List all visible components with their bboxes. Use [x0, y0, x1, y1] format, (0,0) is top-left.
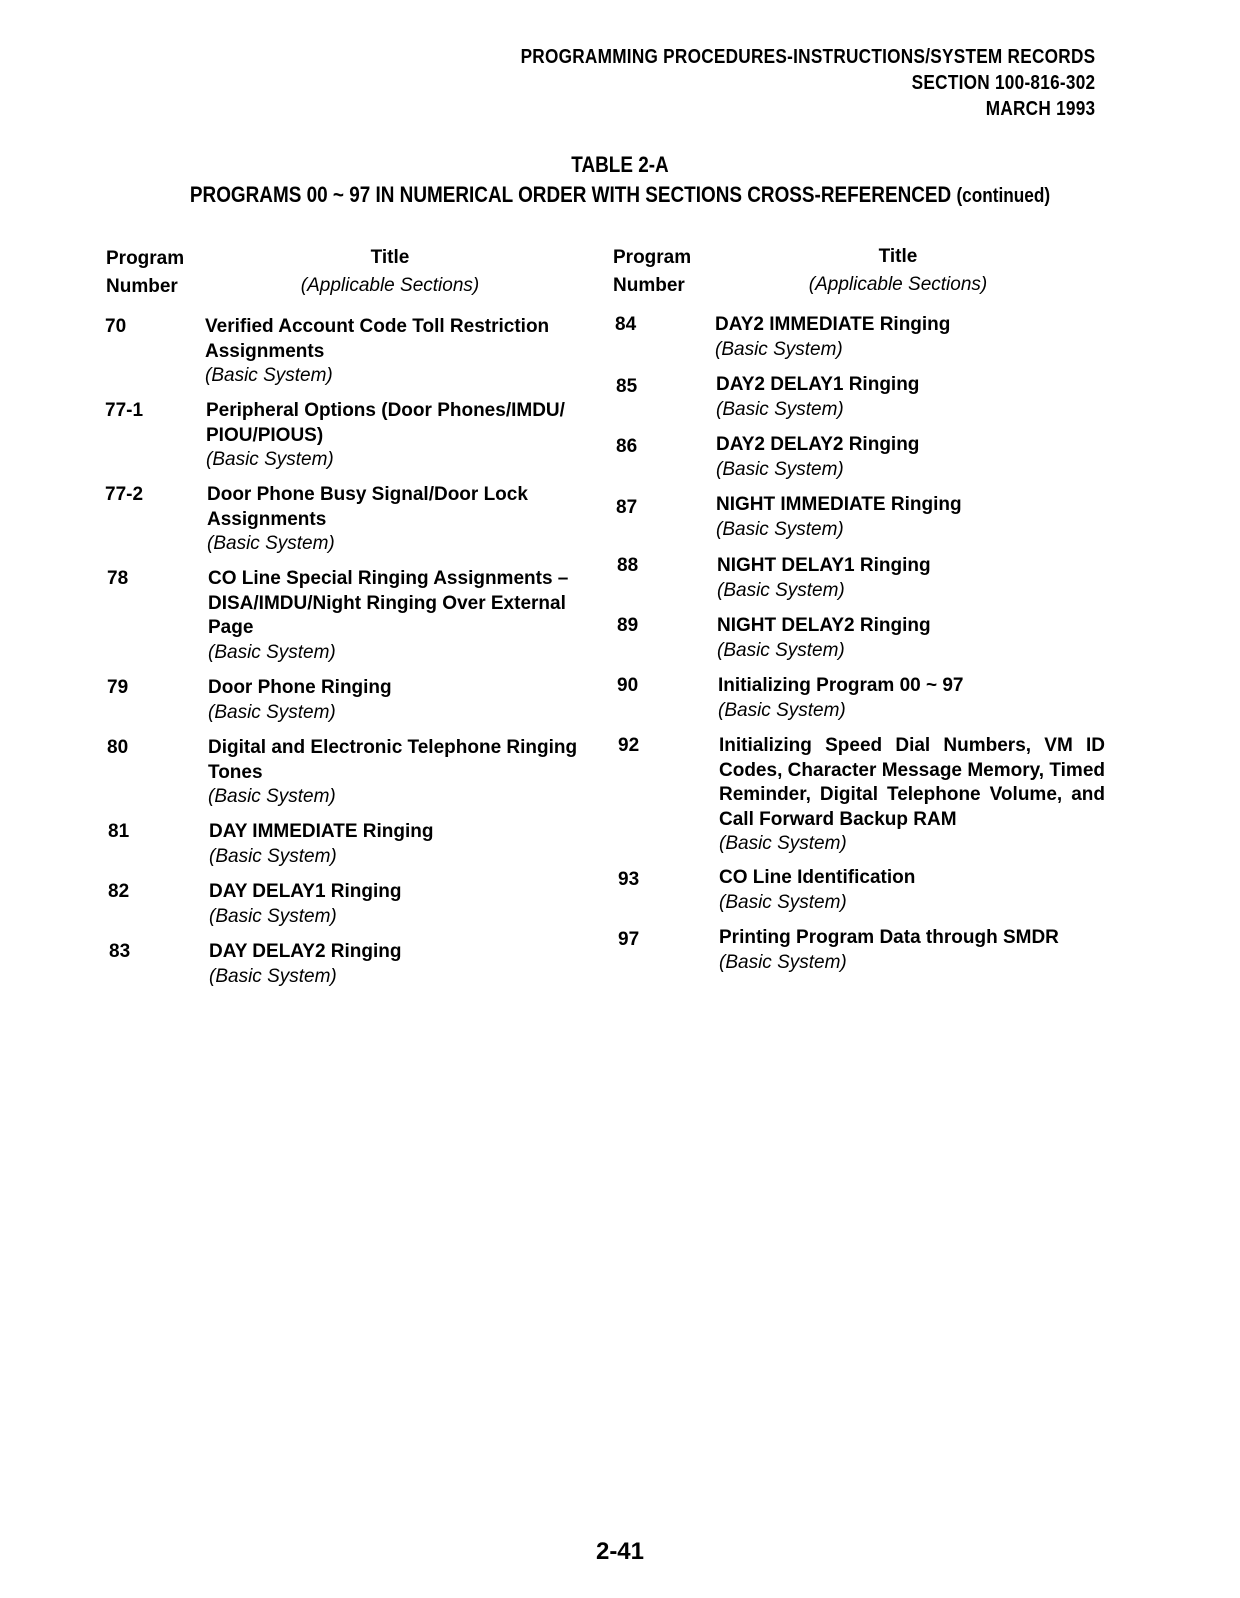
program-title: Initializing Speed Dial Numbers, VM ID Codes, Character Message Memory, Timed Reminder, Digital Telephone Volume, and Call Forward Backup RAM	[719, 735, 1105, 830]
right-program-number-heading: Program Number	[613, 247, 692, 296]
program-entry-87	[616, 493, 1116, 545]
program-title: NIGHT DELAY2 Ringing	[717, 615, 931, 636]
program-title: CO Line Special Ringing Assignments – DISA/IMDU/Night Ringing Over External Page	[208, 568, 569, 638]
program-section: (Basic System)	[719, 833, 847, 854]
left-title-heading: Title (Applicable Sections)	[300, 247, 480, 296]
program-number: 79	[107, 677, 129, 698]
program-number: 86	[616, 436, 638, 457]
program-title: NIGHT DELAY1 Ringing	[717, 555, 931, 576]
program-entry-92	[618, 734, 1118, 860]
program-number: 82	[108, 881, 130, 902]
program-number: 80	[107, 737, 129, 758]
program-section: (Basic System)	[205, 365, 333, 386]
program-entry-77-1	[105, 399, 605, 479]
program-title: Peripheral Options (Door Phones/IMDU/ PIOU/PIOUS)	[206, 400, 565, 446]
program-section: (Basic System)	[716, 398, 844, 420]
program-entry-89	[617, 614, 1117, 666]
program-number: 88	[617, 555, 639, 576]
program-entry-82	[108, 880, 608, 932]
program-section: (Basic System)	[209, 905, 337, 927]
program-section: (Basic System)	[206, 449, 334, 470]
program-title: Verified Account Code Toll Restriction Assignments	[205, 316, 550, 362]
program-section: (Basic System)	[719, 951, 847, 973]
program-section: (Basic System)	[208, 701, 336, 723]
program-entry-88	[617, 554, 1117, 606]
program-section: (Basic System)	[716, 518, 844, 540]
program-section: (Basic System)	[717, 579, 845, 601]
program-number: 84	[615, 314, 637, 335]
table-title-block	[87, 150, 1153, 211]
program-number: 83	[109, 941, 131, 962]
program-title: DAY IMMEDIATE Ringing	[209, 821, 434, 842]
program-number: 78	[107, 568, 129, 589]
program-entry-79	[107, 676, 607, 728]
program-title: DAY2 IMMEDIATE Ringing	[715, 314, 951, 335]
program-title: DAY2 DELAY2 Ringing	[716, 434, 920, 455]
table-subtitle-continued: (continued)	[956, 185, 1051, 207]
program-title: NIGHT IMMEDIATE Ringing	[716, 494, 962, 515]
program-number: 87	[616, 497, 638, 518]
table-subtitle: PROGRAMS 00 ~ 97 IN NUMERICAL ORDER WITH SECTIONS CROSS-REFERENCED (continued)	[189, 182, 1051, 207]
program-title: Initializing Program 00 ~ 97	[718, 675, 964, 696]
program-number: 77-1	[105, 400, 144, 421]
program-number: 70	[105, 316, 127, 337]
program-section: (Basic System)	[209, 965, 337, 987]
program-entry-93	[618, 866, 1118, 918]
program-section: (Basic System)	[719, 891, 847, 913]
program-number: 93	[618, 869, 640, 890]
program-title: DAY DELAY1 Ringing	[209, 881, 402, 902]
program-section: (Basic System)	[718, 699, 846, 721]
program-entry-81	[108, 820, 608, 872]
right-title-heading: Title (Applicable Sections)	[808, 246, 988, 295]
program-title: CO Line Identification	[719, 867, 916, 888]
program-entry-90	[617, 674, 1117, 726]
running-header	[520, 44, 1095, 122]
program-section: (Basic System)	[207, 533, 335, 554]
program-entry-70	[105, 315, 605, 395]
program-title: Printing Program Data through SMDR	[719, 927, 1059, 948]
program-entry-86	[616, 433, 1116, 485]
program-entry-80	[107, 736, 607, 814]
program-number: 81	[108, 821, 130, 842]
program-entry-77-2	[105, 483, 605, 563]
program-number: 90	[617, 675, 639, 696]
program-section: (Basic System)	[208, 786, 336, 807]
program-title: DAY DELAY2 Ringing	[209, 941, 402, 962]
header-section: SECTION 100-816-302	[911, 72, 1095, 94]
program-number: 97	[618, 929, 640, 950]
header-title: PROGRAMMING PROCEDURES-INSTRUCTIONS/SYSTEM RECORDS	[520, 46, 1095, 68]
program-number: 92	[618, 735, 640, 756]
program-section: (Basic System)	[717, 639, 845, 661]
program-entry-78	[107, 567, 607, 667]
program-title: Door Phone Busy Signal/Door Lock Assignments	[207, 484, 528, 530]
program-title: Digital and Electronic Telephone Ringing Tones	[208, 737, 578, 783]
program-section: (Basic System)	[209, 845, 337, 867]
table-title: TABLE 2-A	[571, 152, 669, 177]
program-title: Door Phone Ringing	[208, 677, 392, 698]
program-section: (Basic System)	[208, 641, 336, 663]
program-section: (Basic System)	[716, 458, 844, 480]
program-entry-84	[615, 313, 1115, 365]
program-entry-85	[616, 373, 1116, 425]
program-section: (Basic System)	[715, 338, 843, 360]
program-number: 77-2	[105, 484, 144, 505]
program-number: 85	[616, 376, 638, 397]
program-entry-97	[618, 926, 1118, 978]
page-number: 2-41	[595, 1538, 645, 1565]
left-program-number-heading: Program Number	[106, 248, 185, 297]
program-title: DAY2 DELAY1 Ringing	[716, 374, 920, 395]
program-entry-83	[109, 940, 609, 992]
header-date: MARCH 1993	[985, 98, 1095, 120]
program-number: 89	[617, 615, 639, 636]
